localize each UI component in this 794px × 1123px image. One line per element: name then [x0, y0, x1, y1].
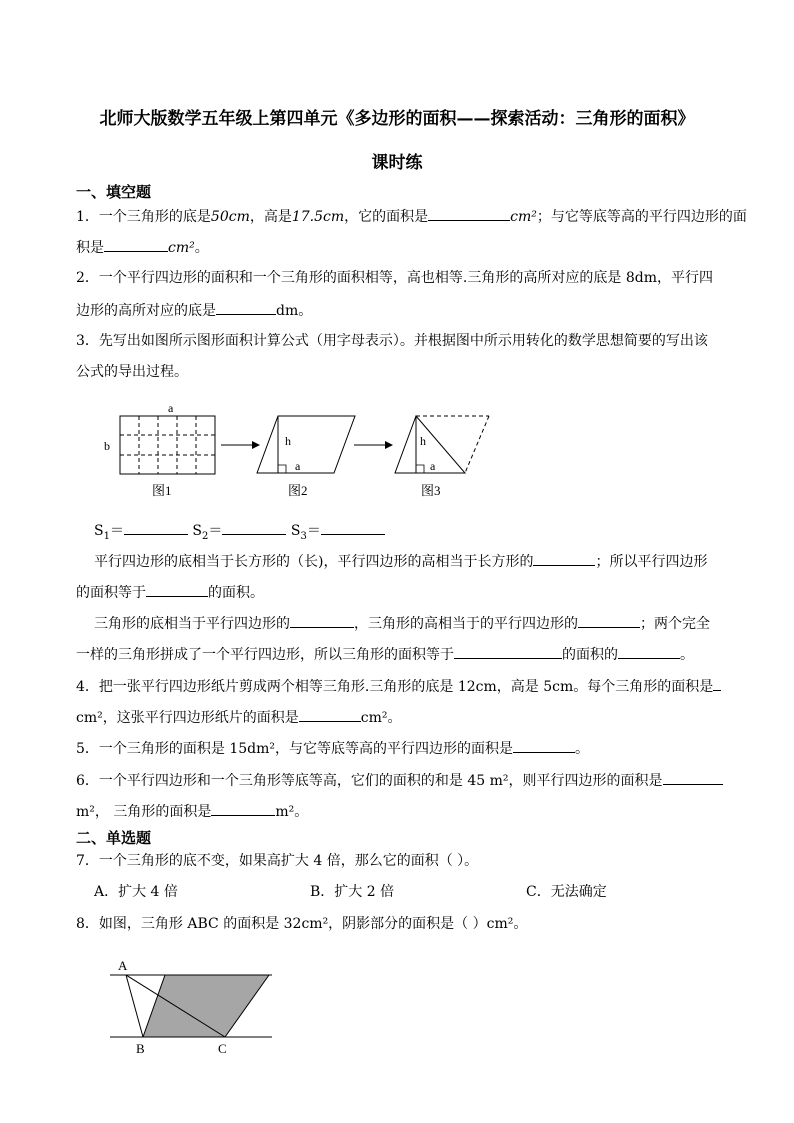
- arrow-icon: [354, 441, 393, 449]
- question-text: 积是: [76, 240, 104, 256]
- question-5-line-1: [76, 738, 589, 758]
- question-3-para-1-line-1: [94, 551, 707, 571]
- answer-blank[interactable]: [513, 738, 575, 753]
- answer-blank[interactable]: [454, 644, 562, 659]
- s3-subscript: 3: [300, 530, 307, 542]
- figure-3-caption: 图3: [421, 483, 441, 498]
- question-text: 一个三角形的面积是 15dm²，与它等底等高的平行四边形的面积是: [98, 741, 514, 757]
- answer-blank[interactable]: [618, 644, 680, 659]
- question-6-line-2: [76, 801, 308, 821]
- question-7-line-1: [76, 852, 478, 870]
- answer-blank[interactable]: [216, 300, 276, 315]
- figure-2-parallelogram: [257, 416, 355, 473]
- question-4-line-2: [76, 707, 401, 727]
- s1-subscript: 1: [103, 530, 110, 542]
- figure-1-rectangle: [120, 416, 215, 474]
- question-text: 。: [680, 647, 694, 663]
- question-text: 先写出如图所示图形面积计算公式（用字母表示）。并根据图中所示用转化的数学思想简要的写出该: [98, 333, 708, 349]
- question-number: 4．: [76, 679, 99, 695]
- answer-blank[interactable]: [104, 237, 168, 252]
- math-height: 17.5cm: [291, 209, 345, 225]
- question-number: 6．: [76, 773, 99, 789]
- question-text: 。: [575, 741, 590, 757]
- question-4-line-1: [76, 676, 721, 696]
- question-text: 一个三角形的底是: [98, 209, 211, 225]
- question-text: 公式的导出过程。: [76, 364, 188, 380]
- answer-blank[interactable]: [290, 613, 354, 628]
- figure-2-label-h: h: [285, 434, 291, 448]
- point-label-b: B: [136, 1041, 145, 1056]
- math-base: 50cm: [210, 209, 250, 225]
- question-text: ，三角形的高相当于的平行四边形的: [354, 616, 578, 632]
- question-text: 。: [194, 240, 209, 256]
- question-number: 1．: [76, 209, 99, 225]
- question-3-para-2-line-2: [76, 644, 694, 664]
- page-title: 北师大版数学五年级上第四单元《多边形的面积——探索活动：三角形的面积》: [99, 109, 695, 129]
- question-3-line-2: [76, 363, 188, 381]
- question-8-line-1: [76, 915, 527, 933]
- section-choice-heading: 二、单选题: [76, 829, 152, 847]
- question-text: ，高是: [249, 209, 292, 225]
- question-text: cm²，这张平行四边形纸片的面积是: [76, 710, 299, 726]
- question-3-line-1: [76, 332, 708, 350]
- answer-blank[interactable]: [713, 676, 721, 691]
- question-text: 一个平行四边形和一个三角形等底等高，它们的面积的和是 45 m²，则平行四边形的面积是: [98, 773, 663, 789]
- figure-3-label-a: a: [430, 459, 436, 473]
- question-text: dm。: [276, 303, 313, 319]
- figure-1-caption: 图1: [152, 483, 172, 498]
- question-1-line-2: [76, 237, 209, 257]
- area-formula-blanks: [94, 520, 385, 546]
- shaded-parallelogram: [143, 975, 269, 1037]
- question-text: 一个平行四边形的面积和一个三角形的面积相等，高也相等.三角形的高所对应的底是 8dm，平行四: [98, 270, 713, 286]
- question-number: 2．: [76, 270, 99, 286]
- figure-1-label-b: b: [104, 439, 110, 453]
- question-text: 三角形的底相当于平行四边形的: [94, 616, 290, 632]
- answer-blank[interactable]: [578, 613, 640, 628]
- question-number: 7．: [76, 853, 99, 869]
- arrow-icon: [221, 441, 260, 449]
- question-2-line-2: [76, 300, 312, 320]
- question-text: 一个三角形的底不变，如果高扩大 4 倍，那么它的面积（ ）。: [98, 853, 479, 869]
- question-8-figure: [100, 955, 280, 1057]
- question-text: ；两个完全: [640, 616, 710, 632]
- answer-blank[interactable]: [533, 551, 595, 566]
- s3-label: S: [290, 523, 301, 539]
- math-unit: cm²: [168, 240, 195, 256]
- question-text: 的面积等于: [76, 585, 146, 601]
- answer-blank[interactable]: [146, 582, 208, 597]
- question-text: 把一张平行四边形纸片剪成两个相等三角形.三角形的底是 12cm，高是 5cm。每个三角形的面积是: [98, 679, 714, 695]
- question-text: ，它的面积是: [344, 209, 429, 225]
- question-number: 3．: [76, 333, 99, 349]
- answer-blank[interactable]: [663, 770, 723, 785]
- question-3-para-2-line-1: [94, 613, 710, 633]
- question-7-option-c[interactable]: C．无法确定: [526, 884, 607, 900]
- question-text: 一样的三角形拼成了一个平行四边形，所以三角形的面积等于: [76, 647, 454, 663]
- page-subtitle: 课时练: [371, 153, 423, 173]
- question-text: 的面积。: [208, 585, 264, 601]
- answer-blank[interactable]: [299, 707, 361, 722]
- equals-sign: ＝: [109, 523, 124, 539]
- question-text: 边形的高所对应的底是: [76, 303, 216, 319]
- question-3-para-1-line-2: [76, 582, 264, 602]
- figure-3-triangle: [395, 416, 489, 473]
- answer-blank[interactable]: [211, 801, 275, 816]
- question-6-line-1: [76, 770, 723, 790]
- math-unit: cm²: [510, 209, 537, 225]
- figure-2-label-a: a: [295, 459, 301, 473]
- question-number: 5．: [76, 741, 99, 757]
- question-1-line-1: [76, 206, 747, 226]
- point-label-a: A: [118, 958, 128, 973]
- equals-sign: ＝: [208, 523, 223, 539]
- equals-sign: ＝: [306, 523, 321, 539]
- point-label-c: C: [218, 1041, 227, 1056]
- question-text: m²。: [275, 804, 309, 820]
- s1-label: S: [94, 523, 104, 539]
- question-2-line-1: [76, 269, 713, 287]
- s3-blank[interactable]: [321, 520, 385, 535]
- question-text: 平行四边形的底相当于长方形的（长)，平行四边形的高相当于长方形的: [94, 554, 534, 570]
- figure-2-caption: 图2: [288, 483, 308, 498]
- s2-label: S: [192, 523, 203, 539]
- s2-blank[interactable]: [222, 520, 286, 535]
- s1-blank[interactable]: [124, 520, 188, 535]
- s2-subscript: 2: [202, 530, 209, 542]
- answer-blank[interactable]: [428, 206, 510, 221]
- figure-3-label-h: h: [420, 434, 426, 448]
- question-number: 8．: [76, 916, 99, 932]
- question-text: 的面积的: [562, 647, 618, 663]
- question-text: ；与它等底等高的平行四边形的面: [536, 209, 747, 225]
- question-7-option-b[interactable]: B．扩大 2 倍: [310, 884, 395, 900]
- question-3-figure: [95, 398, 505, 503]
- question-text: ；所以平行四边形: [595, 554, 708, 570]
- question-text: cm²。: [360, 710, 402, 726]
- section-fill-heading: 一、填空题: [76, 183, 152, 201]
- question-text: m²， 三角形的面积是: [76, 804, 212, 820]
- question-text: 如图，三角形 ABC 的面积是 32cm²，阴影部分的面积是（ ）cm²。: [98, 916, 528, 932]
- question-7-option-a[interactable]: A．扩大 4 倍: [94, 884, 178, 900]
- figure-1-label-a: a: [168, 401, 174, 415]
